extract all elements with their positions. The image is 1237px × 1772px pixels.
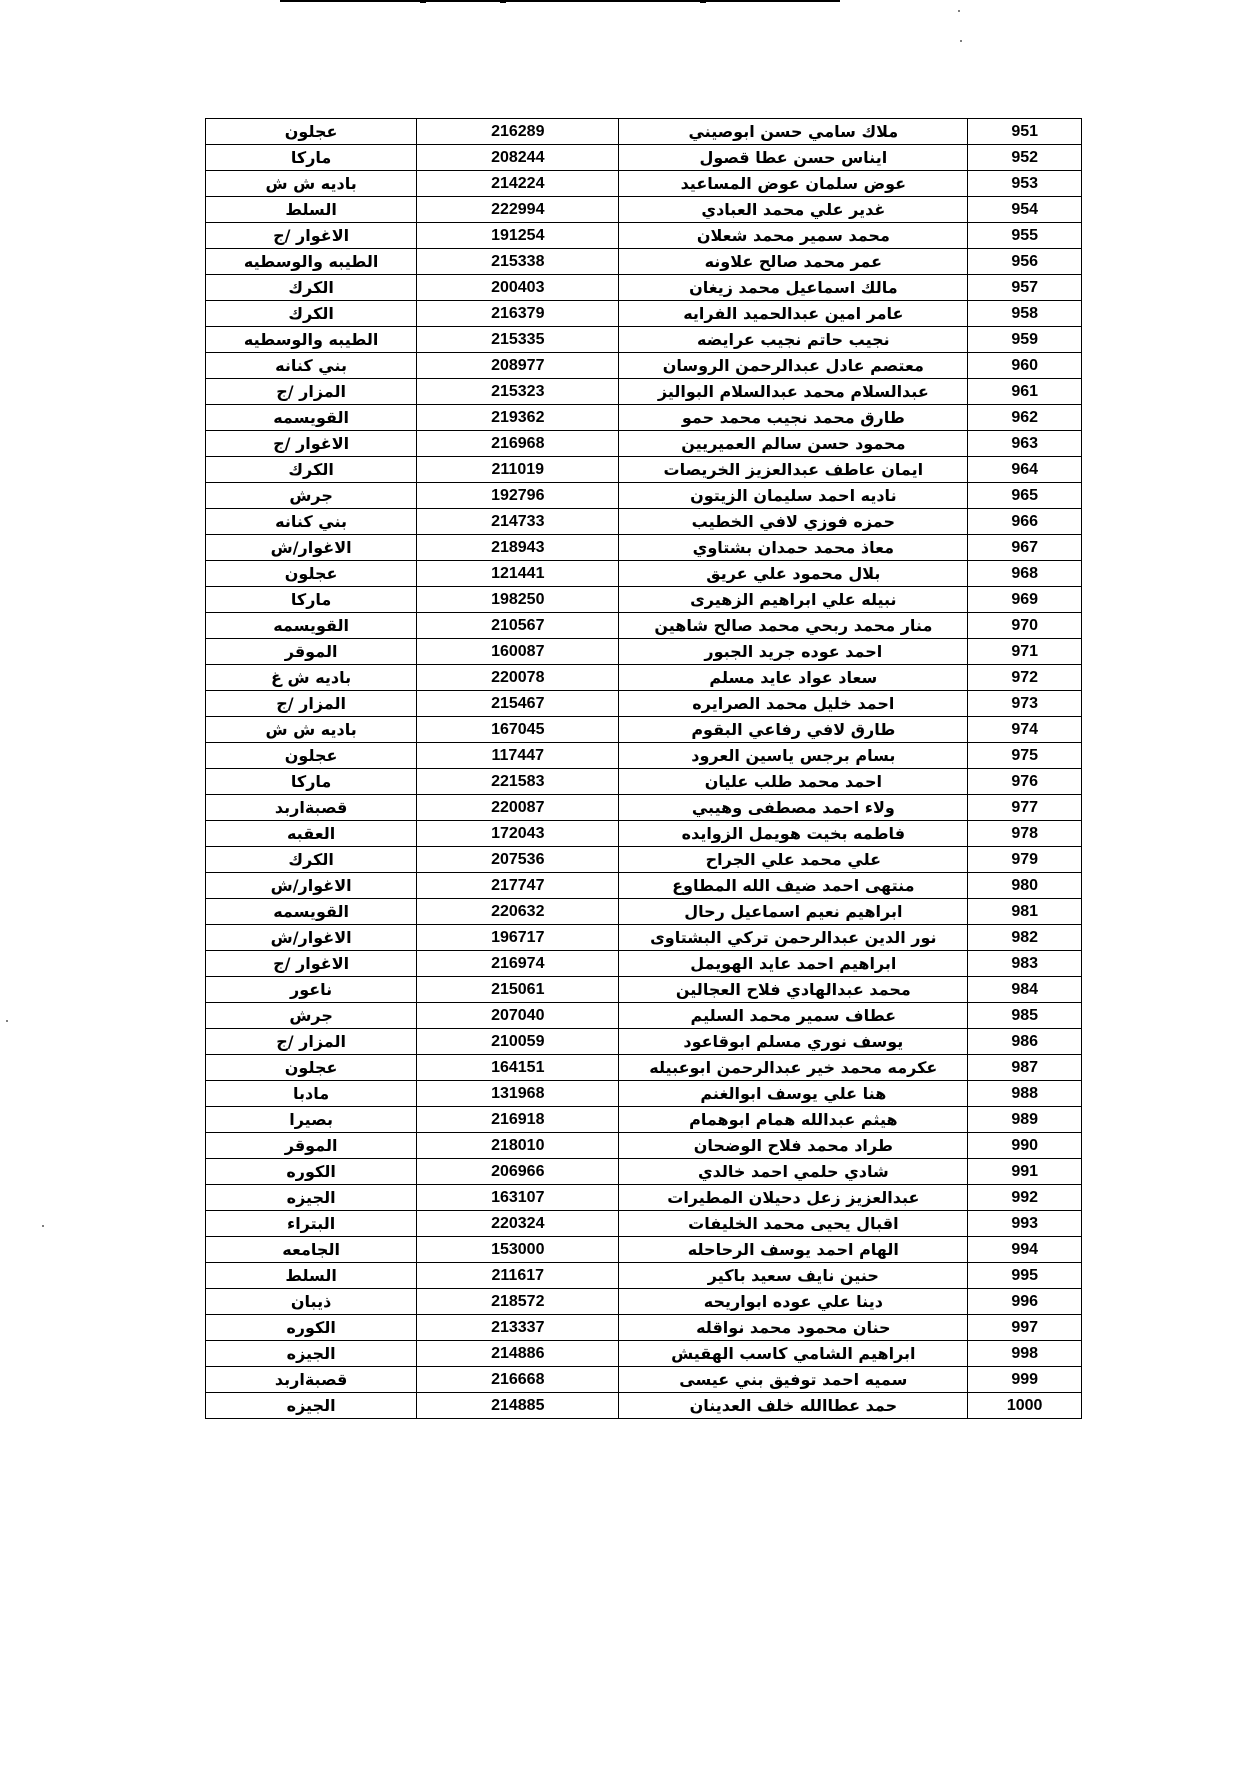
area-cell: الاغوار /ج [206, 223, 417, 249]
id-cell: 210567 [417, 613, 619, 639]
sequence-cell: 994 [968, 1237, 1082, 1263]
name-cell: احمد خليل محمد الصرايره [619, 691, 968, 717]
id-cell: 208977 [417, 353, 619, 379]
name-cell: هيثم عبدالله همام ابوهمام [619, 1107, 968, 1133]
name-cell: طارق محمد نجيب محمد حمو [619, 405, 968, 431]
table-row [206, 1159, 1082, 1185]
area-cell: قصبةاربد [206, 1367, 417, 1393]
table-row [206, 483, 1082, 509]
name-cell: عبدالعزيز زعل دحيلان المطيرات [619, 1185, 968, 1211]
name-cell: ايمان عاطف عبدالعزيز الخريصات [619, 457, 968, 483]
area-cell: ماركا [206, 769, 417, 795]
sequence-cell: 957 [968, 275, 1082, 301]
sequence-cell: 966 [968, 509, 1082, 535]
area-cell: الجيزه [206, 1185, 417, 1211]
area-cell: الاغوار /ج [206, 431, 417, 457]
table-row [206, 431, 1082, 457]
id-cell: 200403 [417, 275, 619, 301]
id-cell: 191254 [417, 223, 619, 249]
table-row [206, 1003, 1082, 1029]
name-cell: منتهى احمد ضيف الله المطاوع [619, 873, 968, 899]
sequence-cell: 962 [968, 405, 1082, 431]
name-cell: عمر محمد صالح علاونه [619, 249, 968, 275]
table-row [206, 1263, 1082, 1289]
sequence-cell: 989 [968, 1107, 1082, 1133]
area-cell: الاغوار /ج [206, 951, 417, 977]
name-cell: محمد سمير محمد شعلان [619, 223, 968, 249]
table-row [206, 509, 1082, 535]
sequence-cell: 991 [968, 1159, 1082, 1185]
table-row [206, 847, 1082, 873]
table-row [206, 171, 1082, 197]
table-row [206, 1081, 1082, 1107]
table-row [206, 405, 1082, 431]
roster-table [205, 118, 1082, 1419]
area-cell: الاغوار/ش [206, 925, 417, 951]
area-cell: البتراء [206, 1211, 417, 1237]
id-cell: 216974 [417, 951, 619, 977]
id-cell: 214224 [417, 171, 619, 197]
sequence-cell: 998 [968, 1341, 1082, 1367]
name-cell: حنين نايف سعيد باكير [619, 1263, 968, 1289]
table-row [206, 1055, 1082, 1081]
name-cell: احمد عوده جريد الجبور [619, 639, 968, 665]
sequence-cell: 963 [968, 431, 1082, 457]
id-cell: 164151 [417, 1055, 619, 1081]
sequence-cell: 984 [968, 977, 1082, 1003]
scan-speck [6, 1020, 8, 1022]
id-cell: 220078 [417, 665, 619, 691]
sequence-cell: 953 [968, 171, 1082, 197]
area-cell: الجامعه [206, 1237, 417, 1263]
scan-speck [42, 1225, 44, 1227]
area-cell: الاغوار/ش [206, 873, 417, 899]
id-cell: 220087 [417, 795, 619, 821]
id-cell: 217747 [417, 873, 619, 899]
top-edge-mark [420, 0, 426, 3]
sequence-cell: 997 [968, 1315, 1082, 1341]
id-cell: 220324 [417, 1211, 619, 1237]
area-cell: السلط [206, 197, 417, 223]
id-cell: 216668 [417, 1367, 619, 1393]
name-cell: ولاء احمد مصطفى وهيبي [619, 795, 968, 821]
table-row [206, 1289, 1082, 1315]
table-row [206, 1133, 1082, 1159]
id-cell: 222994 [417, 197, 619, 223]
table-row [206, 561, 1082, 587]
name-cell: ملاك سامي حسن ابوصيني [619, 119, 968, 145]
area-cell: الجيزه [206, 1393, 417, 1419]
sequence-cell: 999 [968, 1367, 1082, 1393]
table-row [206, 613, 1082, 639]
name-cell: فاطمه بخيت هويمل الزوايده [619, 821, 968, 847]
sequence-cell: 969 [968, 587, 1082, 613]
table-row [206, 535, 1082, 561]
table-row [206, 1211, 1082, 1237]
name-cell: بلال محمود علي عريق [619, 561, 968, 587]
area-cell: ماركا [206, 145, 417, 171]
name-cell: احمد محمد طلب عليان [619, 769, 968, 795]
id-cell: 192796 [417, 483, 619, 509]
table-row [206, 1315, 1082, 1341]
table-row [206, 873, 1082, 899]
table-row [206, 197, 1082, 223]
id-cell: 210059 [417, 1029, 619, 1055]
sequence-cell: 987 [968, 1055, 1082, 1081]
sequence-cell: 996 [968, 1289, 1082, 1315]
id-cell: 216918 [417, 1107, 619, 1133]
area-cell: عجلون [206, 119, 417, 145]
sequence-cell: 988 [968, 1081, 1082, 1107]
id-cell: 207040 [417, 1003, 619, 1029]
id-cell: 215338 [417, 249, 619, 275]
id-cell: 216289 [417, 119, 619, 145]
sequence-cell: 979 [968, 847, 1082, 873]
sequence-cell: 995 [968, 1263, 1082, 1289]
area-cell: الكرك [206, 275, 417, 301]
area-cell: الجيزه [206, 1341, 417, 1367]
name-cell: علي محمد علي الجراح [619, 847, 968, 873]
id-cell: 215323 [417, 379, 619, 405]
name-cell: حنان محمود محمد نواقله [619, 1315, 968, 1341]
sequence-cell: 964 [968, 457, 1082, 483]
table-row [206, 1237, 1082, 1263]
area-cell: ذيبان [206, 1289, 417, 1315]
area-cell: القويسمه [206, 899, 417, 925]
area-cell: العقبه [206, 821, 417, 847]
table-row [206, 769, 1082, 795]
id-cell: 214885 [417, 1393, 619, 1419]
id-cell: 221583 [417, 769, 619, 795]
area-cell: ماركا [206, 587, 417, 613]
sequence-cell: 961 [968, 379, 1082, 405]
sequence-cell: 992 [968, 1185, 1082, 1211]
name-cell: عكرمه محمد خير عبدالرحمن ابوعبيله [619, 1055, 968, 1081]
table-row [206, 275, 1082, 301]
table-row [206, 223, 1082, 249]
sequence-cell: 968 [968, 561, 1082, 587]
table-row [206, 639, 1082, 665]
sequence-cell: 976 [968, 769, 1082, 795]
sequence-cell: 983 [968, 951, 1082, 977]
id-cell: 214886 [417, 1341, 619, 1367]
sequence-cell: 972 [968, 665, 1082, 691]
top-edge-rule [280, 0, 840, 2]
area-cell: مادبا [206, 1081, 417, 1107]
name-cell: منار محمد ربحي محمد صالح شاهين [619, 613, 968, 639]
area-cell: الطيبه والوسطيه [206, 327, 417, 353]
name-cell: محمود حسن سالم العميريين [619, 431, 968, 457]
table-row [206, 821, 1082, 847]
table-row [206, 587, 1082, 613]
sequence-cell: 974 [968, 717, 1082, 743]
name-cell: عوض سلمان عوض المساعيد [619, 171, 968, 197]
table-row [206, 951, 1082, 977]
sequence-cell: 956 [968, 249, 1082, 275]
name-cell: ايناس حسن عطا قصول [619, 145, 968, 171]
name-cell: معاذ محمد حمدان بشتاوي [619, 535, 968, 561]
table-row [206, 795, 1082, 821]
name-cell: اقبال يحيى محمد الخليفات [619, 1211, 968, 1237]
roster-table-body [206, 119, 1082, 1419]
table-row [206, 665, 1082, 691]
area-cell: باديه ش غ [206, 665, 417, 691]
table-row [206, 249, 1082, 275]
id-cell: 213337 [417, 1315, 619, 1341]
id-cell: 216379 [417, 301, 619, 327]
table-row [206, 353, 1082, 379]
area-cell: باديه ش ش [206, 717, 417, 743]
sequence-cell: 986 [968, 1029, 1082, 1055]
name-cell: الهام احمد يوسف الرحاحله [619, 1237, 968, 1263]
area-cell: بني كنانه [206, 353, 417, 379]
name-cell: نبيله علي ابراهيم الزهيرى [619, 587, 968, 613]
name-cell: بسام برجس ياسين العرود [619, 743, 968, 769]
id-cell: 121441 [417, 561, 619, 587]
name-cell: حمد عطاالله خلف العدينان [619, 1393, 968, 1419]
name-cell: مالك اسماعيل محمد زيغان [619, 275, 968, 301]
area-cell: ناعور [206, 977, 417, 1003]
id-cell: 214733 [417, 509, 619, 535]
id-cell: 167045 [417, 717, 619, 743]
id-cell: 211617 [417, 1263, 619, 1289]
sequence-cell: 1000 [968, 1393, 1082, 1419]
area-cell: عجلون [206, 1055, 417, 1081]
name-cell: طارق لافي رفاعي البقوم [619, 717, 968, 743]
name-cell: عطاف سمير محمد السليم [619, 1003, 968, 1029]
name-cell: نور الدين عبدالرحمن تركي البشتاوى [619, 925, 968, 951]
area-cell: الكرك [206, 301, 417, 327]
top-edge-mark [700, 0, 706, 3]
sequence-cell: 973 [968, 691, 1082, 717]
id-cell: 153000 [417, 1237, 619, 1263]
id-cell: 208244 [417, 145, 619, 171]
sequence-cell: 980 [968, 873, 1082, 899]
table-row [206, 327, 1082, 353]
scan-speck [960, 40, 962, 42]
name-cell: غدير علي محمد العبادي [619, 197, 968, 223]
sequence-cell: 958 [968, 301, 1082, 327]
sequence-cell: 985 [968, 1003, 1082, 1029]
id-cell: 163107 [417, 1185, 619, 1211]
sequence-cell: 971 [968, 639, 1082, 665]
sequence-cell: 965 [968, 483, 1082, 509]
area-cell: بني كنانه [206, 509, 417, 535]
table-row [206, 1341, 1082, 1367]
name-cell: طراد محمد فلاح الوضحان [619, 1133, 968, 1159]
area-cell: الكوره [206, 1159, 417, 1185]
table-row [206, 717, 1082, 743]
area-cell: القويسمه [206, 405, 417, 431]
id-cell: 215061 [417, 977, 619, 1003]
area-cell: القويسمه [206, 613, 417, 639]
id-cell: 215335 [417, 327, 619, 353]
table-row [206, 743, 1082, 769]
area-cell: الطيبه والوسطيه [206, 249, 417, 275]
table-row [206, 899, 1082, 925]
sequence-cell: 993 [968, 1211, 1082, 1237]
id-cell: 215467 [417, 691, 619, 717]
id-cell: 207536 [417, 847, 619, 873]
sequence-cell: 978 [968, 821, 1082, 847]
sequence-cell: 990 [968, 1133, 1082, 1159]
name-cell: سميه احمد توفيق بني عيسى [619, 1367, 968, 1393]
area-cell: الكرك [206, 457, 417, 483]
area-cell: باديه ش ش [206, 171, 417, 197]
sequence-cell: 952 [968, 145, 1082, 171]
table-row [206, 145, 1082, 171]
id-cell: 117447 [417, 743, 619, 769]
table-row [206, 1029, 1082, 1055]
table-row [206, 1185, 1082, 1211]
id-cell: 219362 [417, 405, 619, 431]
sequence-cell: 954 [968, 197, 1082, 223]
area-cell: الاغوار/ش [206, 535, 417, 561]
name-cell: ابراهيم نعيم اسماعيل رحال [619, 899, 968, 925]
table-row [206, 301, 1082, 327]
area-cell: المزار /ج [206, 379, 417, 405]
scan-speck [958, 10, 960, 12]
name-cell: نجيب حاتم نجيب عرايضه [619, 327, 968, 353]
name-cell: عبدالسلام محمد عبدالسلام البواليز [619, 379, 968, 405]
id-cell: 218010 [417, 1133, 619, 1159]
area-cell: الكرك [206, 847, 417, 873]
table-row [206, 977, 1082, 1003]
area-cell: الموقر [206, 639, 417, 665]
name-cell: محمد عبدالهادي فلاح العجالين [619, 977, 968, 1003]
sequence-cell: 977 [968, 795, 1082, 821]
id-cell: 218943 [417, 535, 619, 561]
top-edge-mark [500, 0, 506, 3]
sequence-cell: 975 [968, 743, 1082, 769]
name-cell: ابراهيم احمد عايد الهويمل [619, 951, 968, 977]
id-cell: 196717 [417, 925, 619, 951]
area-cell: الموقر [206, 1133, 417, 1159]
table-row [206, 925, 1082, 951]
name-cell: يوسف نوري مسلم ابوقاعود [619, 1029, 968, 1055]
id-cell: 160087 [417, 639, 619, 665]
area-cell: قصبةاربد [206, 795, 417, 821]
sequence-cell: 951 [968, 119, 1082, 145]
table-row [206, 119, 1082, 145]
table-row [206, 379, 1082, 405]
area-cell: المزار /ج [206, 1029, 417, 1055]
area-cell: عجلون [206, 743, 417, 769]
sequence-cell: 970 [968, 613, 1082, 639]
sequence-cell: 955 [968, 223, 1082, 249]
id-cell: 206966 [417, 1159, 619, 1185]
id-cell: 198250 [417, 587, 619, 613]
table-row [206, 691, 1082, 717]
name-cell: ابراهيم الشامي كاسب الهقيش [619, 1341, 968, 1367]
id-cell: 211019 [417, 457, 619, 483]
area-cell: السلط [206, 1263, 417, 1289]
name-cell: سعاد عواد عايد مسلم [619, 665, 968, 691]
area-cell: جرش [206, 1003, 417, 1029]
table-row [206, 1107, 1082, 1133]
name-cell: ناديه احمد سليمان الزيتون [619, 483, 968, 509]
name-cell: معتصم عادل عبدالرحمن الروسان [619, 353, 968, 379]
id-cell: 220632 [417, 899, 619, 925]
sequence-cell: 967 [968, 535, 1082, 561]
sequence-cell: 982 [968, 925, 1082, 951]
id-cell: 172043 [417, 821, 619, 847]
sequence-cell: 981 [968, 899, 1082, 925]
table-row [206, 457, 1082, 483]
name-cell: حمزه فوزي لافي الخطيب [619, 509, 968, 535]
name-cell: هنا علي يوسف ابوالغنم [619, 1081, 968, 1107]
area-cell: الكوره [206, 1315, 417, 1341]
sequence-cell: 959 [968, 327, 1082, 353]
id-cell: 216968 [417, 431, 619, 457]
sequence-cell: 960 [968, 353, 1082, 379]
name-cell: دينا علي عوده ابواريحه [619, 1289, 968, 1315]
name-cell: عامر امين عبدالحميد الفرايه [619, 301, 968, 327]
area-cell: المزار /ج [206, 691, 417, 717]
table-row [206, 1367, 1082, 1393]
table-row [206, 1393, 1082, 1419]
id-cell: 131968 [417, 1081, 619, 1107]
id-cell: 218572 [417, 1289, 619, 1315]
area-cell: عجلون [206, 561, 417, 587]
name-cell: شادي حلمي احمد خالدي [619, 1159, 968, 1185]
area-cell: جرش [206, 483, 417, 509]
area-cell: بصيرا [206, 1107, 417, 1133]
